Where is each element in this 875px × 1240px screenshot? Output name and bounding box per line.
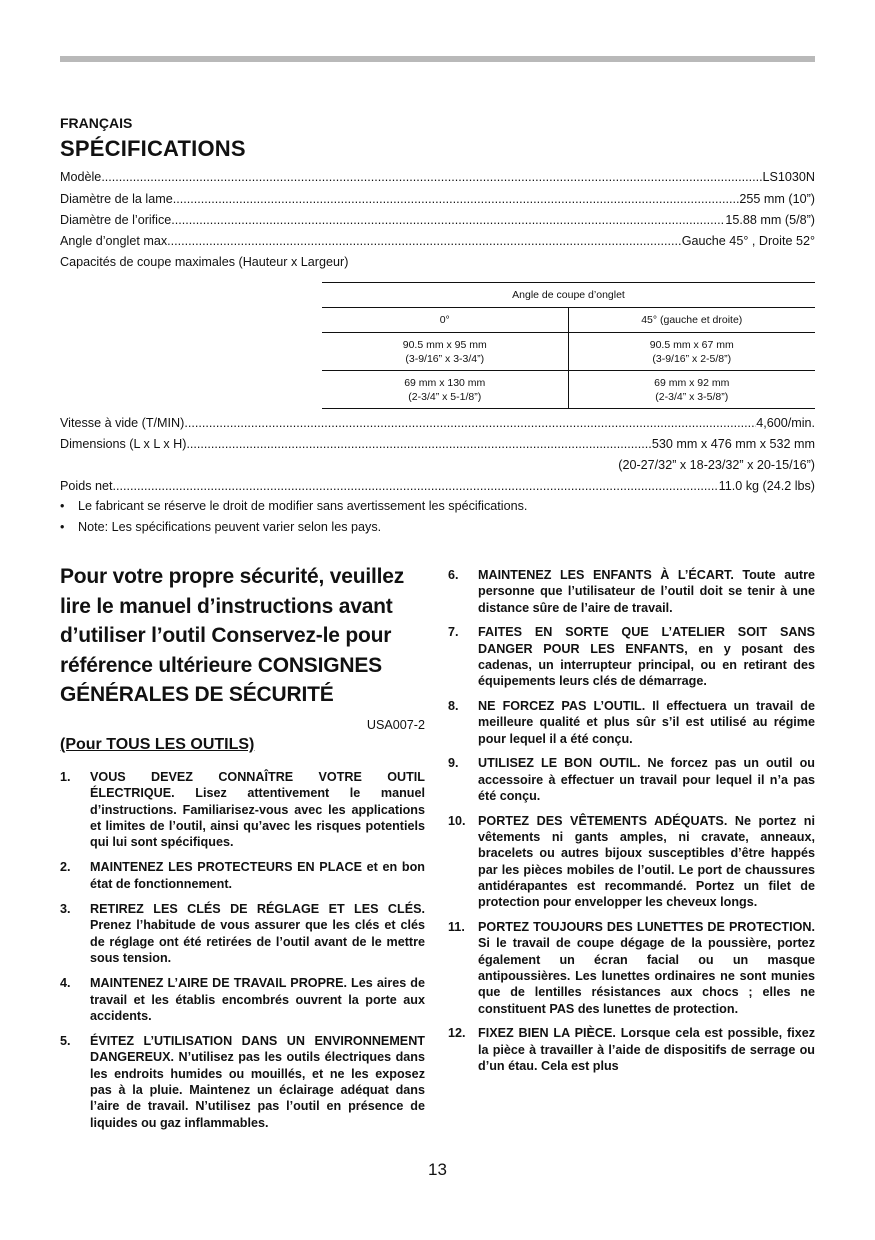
specifications-title: SPÉCIFICATIONS <box>60 136 246 161</box>
column-header-0deg: 0° <box>322 308 568 333</box>
table-cell <box>568 333 815 371</box>
spec-dimensions <box>60 434 815 454</box>
cell-metric: 90.5 mm x 95 mm <box>402 338 487 351</box>
safety-item <box>448 1025 815 1074</box>
spec-value: 11.0 kg (24.2 lbs) <box>719 476 815 496</box>
spec-miter-angle <box>60 231 815 251</box>
spec-model <box>60 167 815 187</box>
item-text: PORTEZ DES VÊTEMENTS ADÉQUATS. Ne portez ni vêtements ni gants amples, ni cravate, anneaux, bracelets ou autres bijoux susceptibles d’être happés par les pièces mobiles de l’outil. Le port de chaussures antidérapantes est recommandé. Portez un filet de protection pour envelopper les cheveux longs. <box>478 813 815 910</box>
spec-value: 4,600/min. <box>756 413 815 433</box>
item-text: ÉVITEZ L’UTILISATION DANS UN ENVIRONNEMENT DANGEREUX. N’utilisez pas les outils électriques dans les endroits humides ou mouillés, et ne les exposez pas à la pluie. Maintenez un éclairage adéquat dans l’aire de travail. N’utilisez pas l’outil en présence de liquides ou gaz inflammables. <box>90 1034 425 1130</box>
spec-label: Vitesse à vide (T/MIN) <box>60 416 185 430</box>
cell-metric: 90.5 mm x 67 mm <box>649 338 734 351</box>
cell-imperial: (2-3/4” x 3-5/8”) <box>655 390 729 403</box>
column-header-45deg: 45° (gauche et droite) <box>568 308 815 333</box>
spec-label: Angle d’onglet max. <box>60 234 171 248</box>
item-number: 1. <box>60 770 71 784</box>
item-text: NE FORCEZ PAS L’OUTIL. Il effectuera un travail de meilleure qualité et plus sûr s’il est utilisé au régime pour lequel il a été conçu. <box>478 699 815 746</box>
page-number: 13 <box>428 1160 447 1179</box>
spec-value: 15.88 mm (5/8”) <box>725 210 815 230</box>
note-text: Note: Les spécifications peuvent varier selon les pays. <box>78 520 382 534</box>
safety-subheading: (Pour TOUS LES OUTILS) <box>60 736 255 753</box>
spec-hole-diameter <box>60 210 815 230</box>
safety-item <box>60 901 425 966</box>
spec-dimensions-inch: (20-27/32” x 18-23/32” x 20-15/16”) <box>618 458 815 472</box>
safety-item <box>448 919 815 1017</box>
item-number: 3. <box>60 902 71 917</box>
item-text: MAINTENEZ L’AIRE DE TRAVAIL PROPRE. Les aires de travail et les établis encombrés ouvrent la porte aux accidents. <box>90 976 425 1023</box>
note-text: Le fabricant se réserve le droit de modifier sans avertissement les spécifications. <box>78 499 528 513</box>
spec-label: Diamètre de la lame <box>60 192 173 206</box>
spec-value: Gauche 45° , Droite 52° <box>682 231 815 251</box>
cell-imperial: (3-9/16” x 3-3/4”) <box>405 352 485 365</box>
spec-value: 255 mm (10”) <box>739 189 815 209</box>
item-number: 8. <box>448 699 459 714</box>
safety-list-left <box>60 769 425 1140</box>
capacity-label: Capacités de coupe maximales (Hauteur x Largeur) <box>60 255 349 269</box>
item-number: 7. <box>448 625 459 640</box>
item-text: FIXEZ BIEN LA PIÈCE. Lorsque cela est possible, fixez la pièce à travailler à l’aide de dispositifs de serrage ou d’un étau. Cela est plus <box>478 1026 815 1074</box>
table-header: Angle de coupe d’onglet <box>322 283 815 308</box>
spec-blade-diameter <box>60 189 815 209</box>
item-text: PORTEZ TOUJOURS DES LUNETTES DE PROTECTION. Si le travail de coupe dégage de la poussière, portez également un écran facial ou un masque antipoussières. Les lunettes ordinaires ne sont munies que de lentilles résistances aux chocs ; elles ne constituent PAS des lunettes de protection. <box>478 920 815 1016</box>
spec-label: Poids net <box>60 479 113 493</box>
note-item <box>60 517 381 537</box>
table-cell <box>322 371 568 409</box>
safety-item <box>448 624 815 689</box>
safety-title: Pour votre propre sécurité, veuillez lire le manuel d’instructions avant d’utiliser l’outil Conservez-le pour référence ultérieure CONSIGNES GÉNÉRALES DE SÉCURITÉ <box>60 565 405 706</box>
item-number: 11. <box>448 920 465 935</box>
spec-no-load-speed <box>60 413 815 433</box>
safety-item <box>448 567 815 616</box>
spec-label: Dimensions (L x L x H) <box>60 437 187 451</box>
safety-item <box>60 769 425 850</box>
spec-label: Modèle <box>60 170 102 184</box>
document-code: USA007-2 <box>366 718 425 732</box>
spec-value: LS1030N <box>762 167 815 187</box>
spec-net-weight <box>60 476 815 496</box>
cell-metric: 69 mm x 130 mm <box>404 376 486 389</box>
item-text: MAINTENEZ LES PROTECTEURS EN PLACE et en bon état de fonctionnement. <box>90 860 425 891</box>
table-cell <box>322 333 568 371</box>
safety-item <box>448 755 815 804</box>
safety-item <box>60 859 425 892</box>
item-text: FAITES EN SORTE QUE L’ATELIER SOIT SANS DANGER POUR LES ENFANTS, en y posant des cadenas, un interrupteur principal, ou en retirant des équipements leurs clés de démarrage. <box>478 625 815 689</box>
bullet-icon: • <box>60 499 65 513</box>
cutting-capacity-table <box>322 282 815 409</box>
bullet-icon: • <box>60 520 65 534</box>
safety-list-right <box>448 567 815 1083</box>
cell-imperial: (3-9/16” x 2-5/8”) <box>652 352 732 365</box>
safety-item <box>60 975 425 1024</box>
table-cell <box>568 371 815 409</box>
language-label: FRANÇAIS <box>60 115 133 131</box>
item-text: UTILISEZ LE BON OUTIL. Ne forcez pas un outil ou accessoire à effectuer un travail pour lequel il n’a pas été conçu. <box>478 756 815 804</box>
item-number: 5. <box>60 1034 71 1049</box>
item-number: 2. <box>60 860 71 875</box>
spec-value: 530 mm x 476 mm x 532 mm <box>652 434 815 454</box>
item-text: RETIREZ LES CLÉS DE RÉGLAGE ET LES CLÉS. Prenez l’habitude de vous assurer que les clés et clés de réglage ont été retirées de l’outil avant de le mettre sous tension. <box>90 902 425 965</box>
item-text: VOUS DEVEZ CONNAÎTRE VOTRE OUTIL ÉLECTRIQUE. Lisez attentivement le manuel d’instructions. Familiarisez-vous avec les applications et limites de l’outil, ainsi qu’avec les risques potentiels qui lui sont spécifiques. <box>90 770 425 850</box>
item-number: 10. <box>448 813 466 828</box>
item-number: 9. <box>448 756 459 771</box>
safety-item <box>448 813 815 911</box>
safety-item <box>60 1033 425 1131</box>
cell-metric: 69 mm x 92 mm <box>654 376 730 389</box>
item-number: 12. <box>448 1026 466 1041</box>
safety-item <box>448 698 815 747</box>
header-rule <box>60 56 815 62</box>
item-text: MAINTENEZ LES ENFANTS À L’ÉCART. Toute autre personne que l’utilisateur de l’outil doit se tenir à une distance sûre de l’aire de travail. <box>478 568 815 615</box>
note-item <box>60 496 527 516</box>
spec-label: Diamètre de l’orifice <box>60 213 172 227</box>
cell-imperial: (2-3/4” x 5-1/8”) <box>408 390 482 403</box>
item-number: 6. <box>448 568 459 582</box>
item-number: 4. <box>60 976 71 991</box>
